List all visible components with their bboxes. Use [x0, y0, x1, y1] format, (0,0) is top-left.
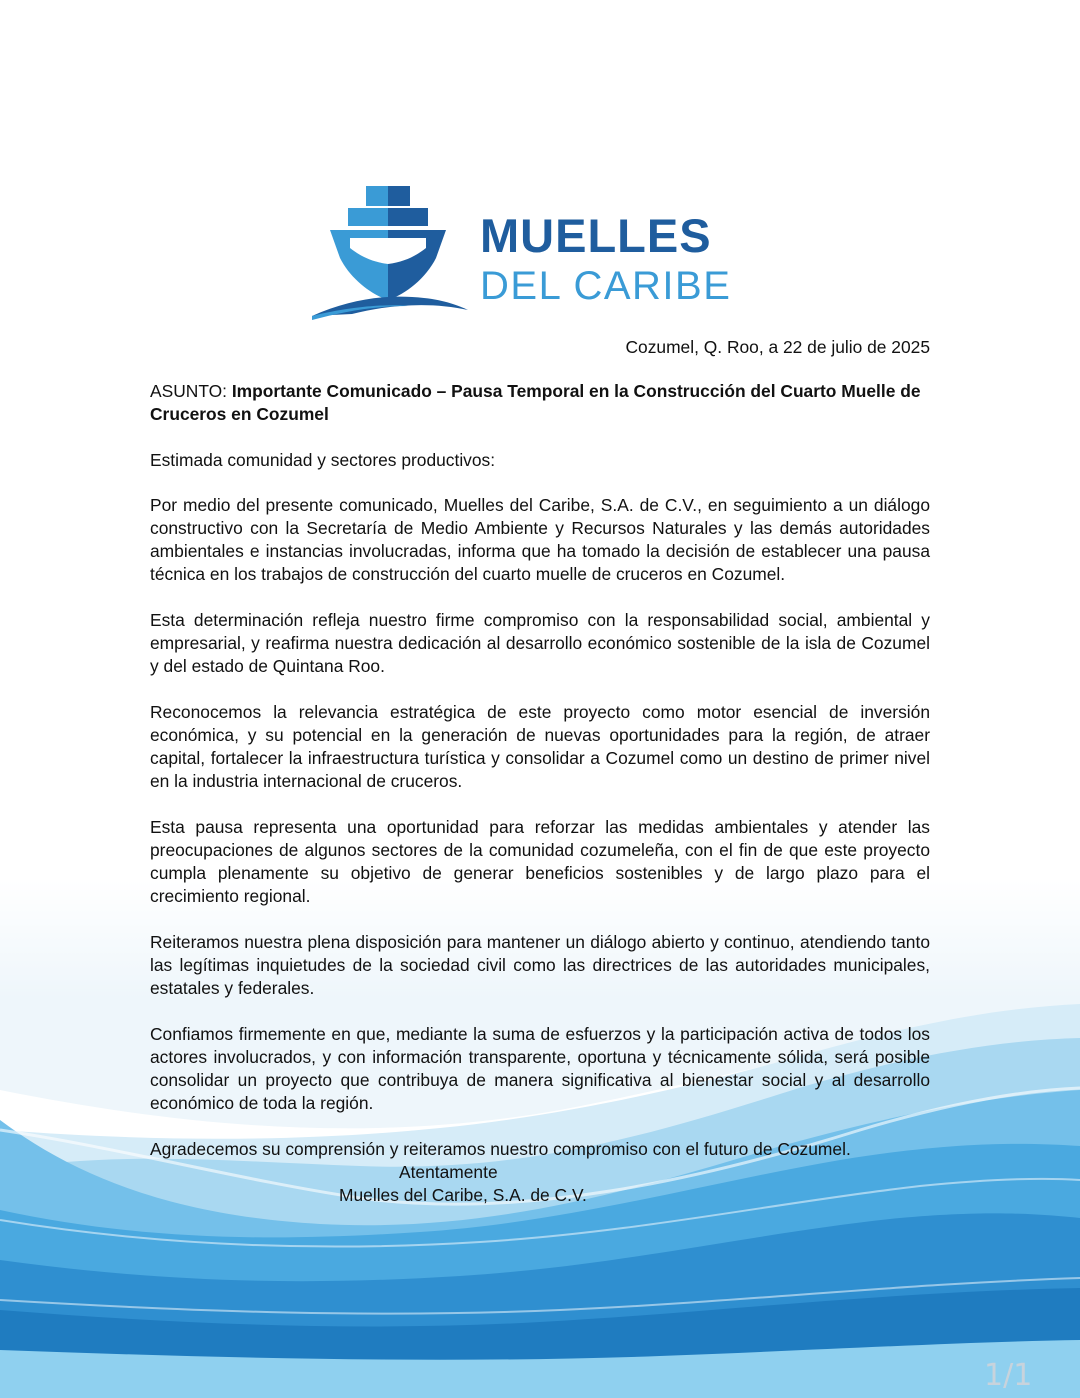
subject-prefix: ASUNTO:	[150, 381, 232, 401]
letter-subject	[150, 380, 930, 426]
paragraph-4: Esta pausa representa una oportunidad para reforzar las medidas ambientales y atender las preocupaciones de algunos sectores de la comunidad cozumeleña, con el fin de que este proyecto cumpla plenamente su objetivo de generar beneficios sostenibles y de largo plazo para el crecimiento regional.	[150, 817, 930, 906]
paragraph-1: Por medio del presente comunicado, Muelles del Caribe, S.A. de C.V., en seguimiento a un diálogo constructivo con la Secretaría de Medio Ambiente y Recursos Naturales y las demás autoridades ambientales e instancias involucradas, informa que ha tomado la decisión de establecer una pausa técnica en los trabajos de construcción del cuarto muelle de cruceros en Cozumel.	[150, 495, 930, 584]
ship-bow-icon	[312, 182, 472, 322]
subject-title: Importante Comunicado – Pausa Temporal en la Construcción del Cuarto Muelle de Cruceros en Cozumel	[150, 381, 921, 424]
letter-greeting: Estimada comunidad y sectores productivos:	[150, 450, 496, 470]
letter-body	[150, 336, 930, 1207]
signature-salutation: Atentamente	[399, 1162, 498, 1182]
logo-wordmark-muelles: MUELLES	[480, 209, 712, 262]
paragraph-5: Reiteramos nuestra plena disposición para mantener un diálogo abierto y continuo, atendiendo tanto las legítimas inquietudes de la sociedad civil como las directrices de las autoridades municipales, estatales y federales.	[150, 932, 930, 998]
paragraph-2: Esta determinación refleja nuestro firme compromiso con la responsabilidad social, ambiental y empresarial, y reafirma nuestra dedicación al desarrollo económico sostenible de la isla de Cozumel y del estado de Quintana Roo.	[150, 610, 930, 676]
paragraph-6: Confiamos firmemente en que, mediante la suma de esfuerzos y la participación activa de todos los actores involucrados, y con información transparente, oportuna y técnicamente sólida, será posible consolidar un proyecto que contribuya de manera significativa al bienestar social y al desarrollo económico de toda la región.	[150, 1024, 930, 1113]
letter-closing: Agradecemos su comprensión y reiteramos nuestro compromiso con el futuro de Cozumel.	[150, 1139, 851, 1159]
company-logo	[312, 182, 742, 322]
letter-date: Cozumel, Q. Roo, a 22 de julio de 2025	[625, 337, 930, 357]
paragraph-3: Reconocemos la relevancia estratégica de este proyecto como motor esencial de inversión económica, y su potencial en la generación de nuevas oportunidades para la región, de atraer capital, fortalecer la infraestructura turística y consolidar a Cozumel como un destino de primer nivel en la industria internacional de cruceros.	[150, 702, 930, 791]
signature-company: Muelles del Caribe, S.A. de C.V.	[339, 1185, 587, 1205]
page-indicator: 1/1	[984, 1358, 1033, 1393]
logo-wordmark-del-caribe: DEL CARIBE	[480, 264, 732, 308]
